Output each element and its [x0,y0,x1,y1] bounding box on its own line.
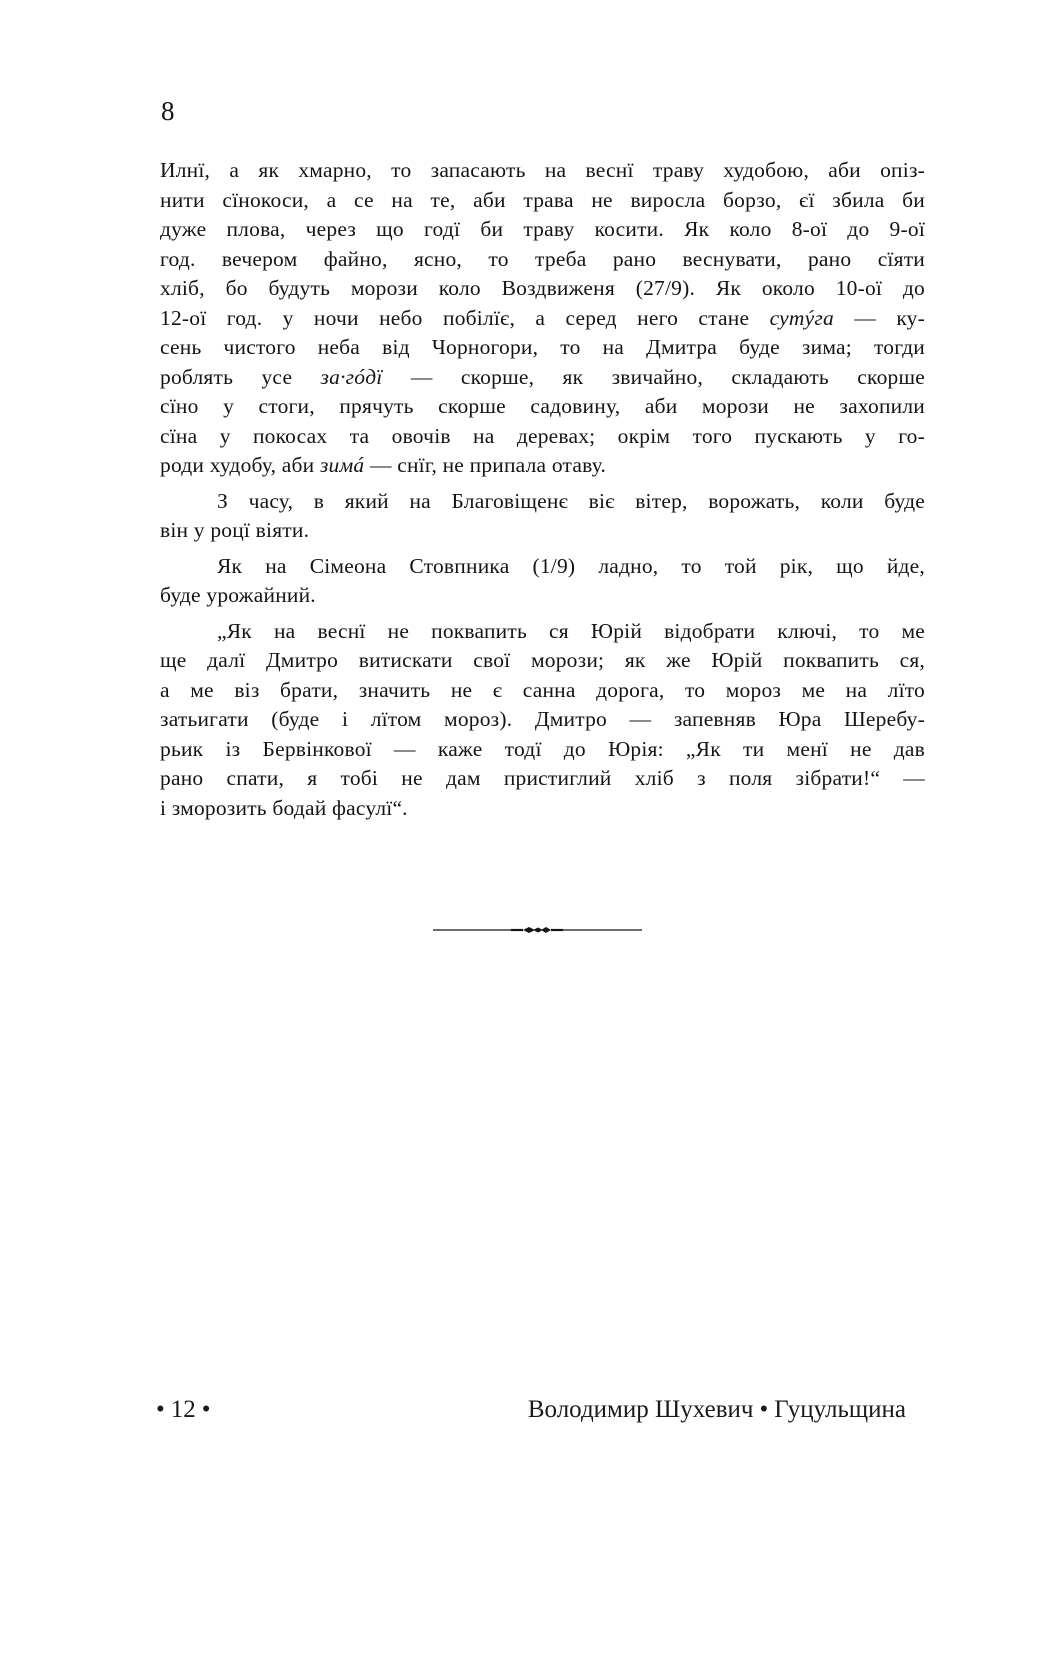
paragraph [160,487,925,546]
text-segment: Як на Сімеона Стовпника (1/9) ладно, то той рік, що йде, [217,553,925,578]
text-segment: Илнї, а як хмарно, то запасають на веснї траву худобою, аби опіз- [160,158,925,182]
footer-book-title: Гуцульщина [774,1396,906,1423]
text-segment: рано спати, я тобі не дам пристиглий хліб з поля зібрати!“ — [160,766,925,790]
text-segment: сень чистого неба від Чорногори, то на Дмитра буде зима; тогди [160,335,925,359]
text-line [160,764,925,794]
text-segment: год. вечером файно, ясно, то треба рано веснувати, рано сїяти [160,246,925,271]
page-number: 8 [161,96,175,126]
footer-author: Володимир Шухевич [527,1396,754,1423]
text-segment: — скорше, як звичайно, складають скорше [382,364,925,389]
text-segment: — ку- [833,305,925,330]
footer-page-num: 12 [170,1396,196,1423]
text-line [160,794,925,824]
footer-page-number [156,1395,211,1425]
paragraph [160,552,925,611]
text-segment: нити сїнокоси, а се на те, аби трава не виросла борзо, єї збила би [160,187,925,212]
text-line [160,186,925,216]
text-segment: З часу, в який на Благовіщенє віє вітер, ворожать, коли буде [217,488,925,513]
text-line [160,245,925,275]
text-line [160,516,925,546]
text-segment: 12-ої год. у ночи небо побілїє, а серед него стане [160,305,770,330]
text-line [160,274,925,304]
text-line [160,422,925,452]
text-segment: роди худобу, аби [160,453,320,477]
text-line [160,676,925,706]
text-segment: — снїг, не припала отаву. [364,453,607,477]
ornament-divider [433,920,642,940]
text-line [160,487,925,517]
text-line [160,705,925,735]
text-line [160,363,925,393]
text-line [160,646,925,676]
dialect-term: сутýга [769,305,834,330]
text-segment: а ме віз брати, значить не є санна дорога, то мороз ме на лїто [160,677,925,702]
text-line [160,156,925,186]
footer-separator: • [759,1396,769,1423]
text-segment: хліб, бо будуть морози коло Воздвиженя (27/9). Як около 10-ої до [160,276,925,300]
text-line [160,215,925,245]
text-segment: рьик із Бервінкової — каже тодї до Юрія: „Як ти менї не дав [160,736,925,761]
text-line [160,333,925,363]
text-line [160,304,925,334]
footer-bullet-right: • [201,1396,211,1423]
text-segment: він у роцї віяти. [160,518,310,542]
text-segment: роблять усе [160,364,321,389]
text-line [160,392,925,422]
footer-bullet-left: • [156,1396,165,1423]
body-text [160,156,925,823]
text-line [160,451,925,481]
text-line [160,617,925,647]
text-line [160,581,925,611]
text-segment: буде урожайний. [160,583,316,607]
dialect-term: за·гóдї [320,364,383,389]
dialect-term: зимá [319,453,365,477]
footer-running-title [528,1395,906,1425]
paragraph [160,617,925,824]
text-segment: сїно у стоги, прячуть скорше садовину, аби морози не захопили [160,394,925,418]
text-segment: дуже плова, через що годї би траву косити. Як коло 8-ої до 9-ої [160,217,925,241]
text-segment: „Як на веснї не поквапить ся Юрій відобрати ключі, то ме [217,618,925,643]
paragraph [160,156,925,481]
text-line [160,735,925,765]
text-segment: затьигати (буде і лїтом мороз). Дмитро — запевняв Юра Шеребу- [160,707,925,731]
text-segment: ще далї Дмитро витискати свої морози; як же Юрій поквапить ся, [160,648,925,672]
text-line [160,552,925,582]
text-segment: сїна у покосах та овочів на деревах; окрім того пускають у го- [160,423,925,448]
text-segment: і зморозить бодай фасулї“. [160,795,408,820]
